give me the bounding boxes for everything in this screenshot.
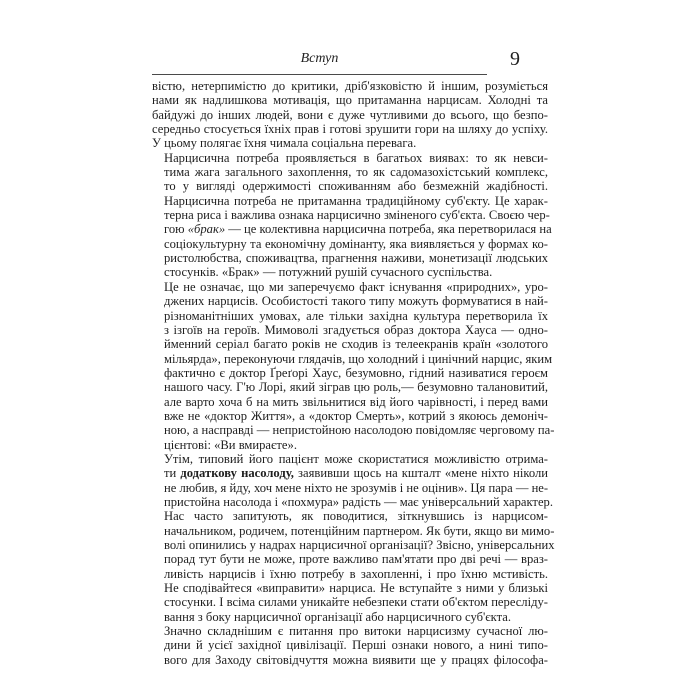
text-line: Нарцисична потреба проявляється в багатьох виявах: то як невси-: [164, 150, 548, 165]
text-line: стосунків. «Брак» — потужний рушій сучасного суспільства.: [164, 265, 493, 280]
text-line: нашого часу. Г'ю Лорі, який зіграв цю роль,— безумовно талановитий,: [164, 380, 548, 395]
text-line: ливість нарцисів і їхню потребу в захопленні, і про їхню мстивість.: [164, 566, 548, 581]
text-line: У цьому полягає їхня чимала соціальна перевага.: [152, 136, 417, 151]
text-line: порад тут бути не може, проте важливо пам'ятати про дві речі — враз-: [164, 552, 548, 567]
text-line: фактично є доктор Ґреґорі Хаус, безумовно, гідний називатися героєм: [164, 365, 548, 380]
text-line: терна риса і важлива ознака нарцисично зміненого суб'єкта. Своєю чер-: [164, 208, 550, 223]
text-line: пристойна насолода і «похмура» радість — має універсальний характер.: [164, 494, 553, 509]
text-line: то у вигляді одержимості споживанням або безмежній жадібності.: [164, 179, 548, 194]
text-line: тима жага загального захоплення, то як садомазохістський комплекс,: [164, 165, 548, 180]
text-line: ти додаткову насолоду, заявивши щось на кшталт «мене ніхто ніколи: [164, 466, 548, 481]
text-line: соціокультурну та економічну домінанту, яка виявляється у формах ко-: [164, 236, 548, 251]
paragraph: [152, 451, 553, 509]
paragraph: [152, 624, 548, 667]
text-line: Значно складнішим є питання про витоки нарцисизму сучасної лю-: [164, 624, 548, 639]
paragraph: [152, 150, 552, 280]
text-line: Нас часто запитують, як поводитися, зіткнувшись із нарцисом-: [164, 509, 548, 524]
text-line: мільярда», переконуючи глядачів, що холодний і цинічний нарцис, яким: [164, 351, 553, 366]
bold-term: додаткову насолоду,: [180, 466, 294, 481]
text-line: йменний серіал багато років не сходив із телеекранів країн «золотого: [164, 337, 548, 352]
paragraph: [152, 79, 548, 151]
text-line: байдужі до інших людей, вони є дуже чутливими до всього, що безпо-: [152, 107, 548, 122]
text-line: цієнтові: «Ви вмираєте».: [164, 437, 297, 452]
text-line: ною, а насправді — непристойною насолодою повідомляє черговому па-: [164, 423, 555, 438]
text-line: вістю, нетерпимістю до критики, дріб'язковістю й іншим, розуміється: [152, 79, 548, 93]
running-title: Вступ: [300, 51, 339, 66]
text-line: вого для Заходу світовідчуття можна виявити ще у працях філософа-: [164, 652, 548, 667]
text-line: Утім, типовий його пацієнт може скористатися можливістю отрима-: [164, 451, 548, 466]
paragraph: [152, 279, 555, 452]
text-line: Не сподівайтеся «виправити» нарциса. Не вступайте з ними у близькі: [164, 581, 548, 596]
running-header: [152, 48, 487, 75]
text-line: начальником, родичем, потенційним партнером. Як бути, якщо ви мимо-: [164, 523, 555, 538]
text-line: нами як надлишкова мотивація, що притаманна нарцисам. Холодні та: [152, 93, 548, 108]
page-number: 9: [510, 48, 520, 70]
body-text: [152, 79, 555, 667]
text-line: волі опинились у надрах нарцисичної організації? Звісно, універсальних: [164, 538, 555, 552]
text-line: Нарцисична потреба не притаманна традиційному суб'єкту. Це харак-: [164, 193, 548, 208]
text-line: різноманітніших умовах, але тільки західна культура перетворила їх: [164, 308, 548, 323]
paragraph: [152, 509, 555, 624]
text-line: не любив, я йду, хоч мене ніхто не зрозумів і не оцінив». Ця пара — не-: [164, 480, 549, 495]
text-line: Це не означає, що ми заперечуємо факт існування «природних», уро-: [164, 279, 548, 294]
italic-term: «брак»: [187, 222, 226, 237]
text-line: джених нарцисів. Особистості такого типу можуть формуватися в най-: [164, 294, 548, 309]
text-line: стосунки. І всіма силами уникайте небезпеки стати об'єктом пересліду-: [164, 595, 548, 610]
text-line: ристолюбства, споживацтва, прагнення наживи, монетизації людських: [164, 251, 548, 266]
text-line: гою «брак» — це колективна нарцисична потреба, яка перетворилася на: [164, 222, 552, 237]
text-line: але варто хоча б на мить звільнитися від його чарівності, і перед вами: [164, 394, 548, 409]
text-line: середньо стосується їхніх прав і готові зрушити гори на шляху до успіху.: [152, 122, 548, 137]
text-line: з ізгоїв на героїв. Мимоволі згадується образ доктора Хауса — одно-: [164, 322, 548, 337]
text-line: дини й усієї західної цивілізації. Перші ознаки нового, а нині типо-: [164, 638, 548, 653]
text-line: вже не «доктор Життя», а «доктор Смерть», котрий з якоюсь демоніч-: [164, 408, 548, 423]
text-line: вання з боку нарцисичної організації або нарцисичного суб'єкта.: [164, 609, 512, 624]
